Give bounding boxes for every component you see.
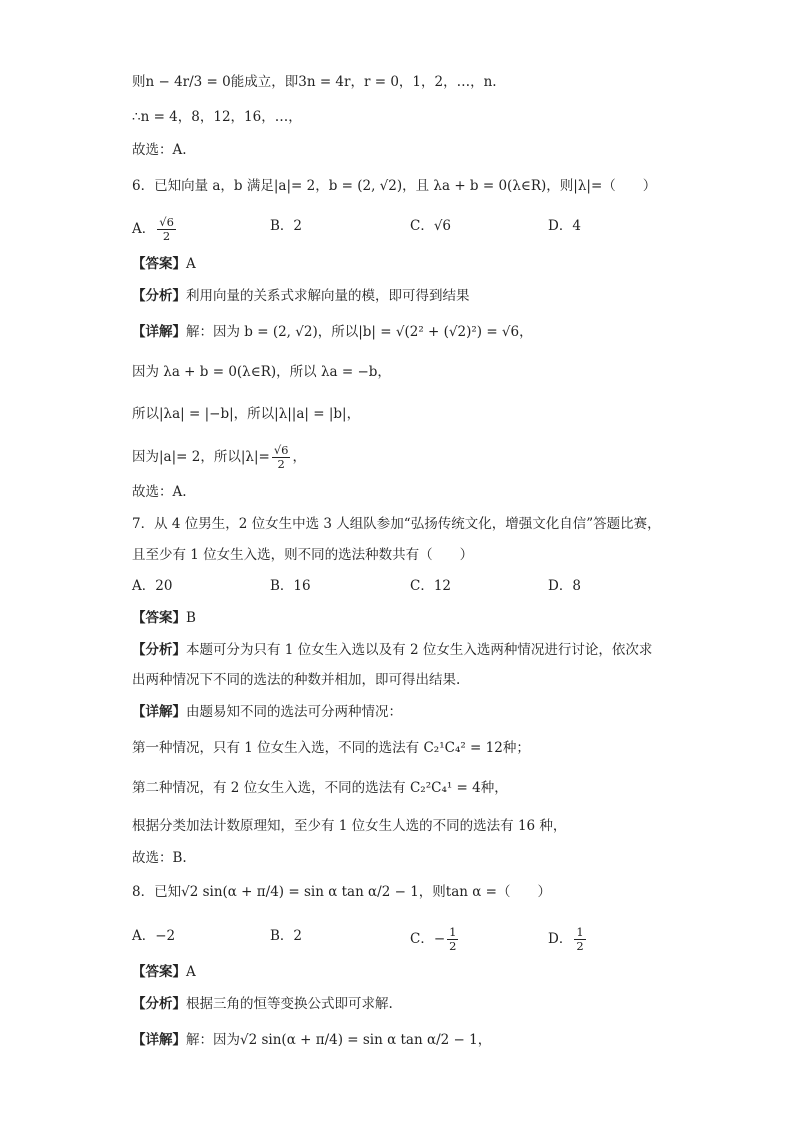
question-8: 8．已知√2 sin(α + π/4) = sin α tan α/2 − 1，则tan α =（ ）	[132, 884, 551, 900]
fraction: $\frac{1}{2}$	[576, 925, 584, 953]
q7-choice-a: A．20	[132, 578, 173, 594]
detail-line: 【详解】解：因为√2 sin(α + π/4) = sin α tan α/2 − 1，	[132, 1032, 492, 1048]
analysis-line: 【分析】本题可分为只有 1 位女生入选以及有 2 位女生入选两种情况进行讨论，依次求	[132, 642, 653, 658]
q7-choice-d: D．8	[548, 578, 581, 594]
answer-line: 【答案】B	[132, 610, 196, 626]
question-7-cont: 且至少有 1 位女生入选，则不同的选法种数共有（ ）	[132, 547, 474, 563]
q6-choice-b: B．2	[270, 218, 303, 234]
analysis-line: 出两种情况下不同的选法的种数并相加，即可得出结果.	[132, 672, 461, 688]
analysis-line: 【分析】根据三角的恒等变换公式即可求解.	[132, 996, 393, 1012]
detail-line: 【详解】解：因为 b = (2, √2)，所以|b| = √(2² + (√2)²) = √6，	[132, 324, 533, 340]
q8-choice-d: D． $\frac{1}{2}$	[548, 925, 584, 953]
text-line: 故选：A.	[132, 142, 187, 158]
detail-line: 所以|λa| = |−b|，所以|λ||a| = |b|，	[132, 406, 361, 422]
fraction: $\frac{1}{2}$	[449, 925, 457, 953]
q7-choice-b: B．16	[270, 578, 311, 594]
q7-choice-c: C．12	[410, 578, 452, 594]
fraction: $\frac{√6}{2}$	[273, 443, 289, 471]
question-6: 6．已知向量 a，b 满足|a|= 2，b = (2, √2)，且 λa + b = 0(λ∈R)，则|λ|=（ ）	[132, 178, 657, 194]
text-line: 则n − 4r/3 = 0能成立，即3n = 4r，r = 0，1，2，…，n.	[132, 74, 497, 90]
fraction: $\frac{√6}{2}$	[159, 215, 174, 243]
q8-choice-a: A．−2	[132, 928, 176, 944]
text-line: 故选：B.	[132, 850, 187, 866]
detail-line: 【详解】由题易知不同的选法可分两种情况：	[132, 704, 402, 720]
detail-line: 因为 λa + b = 0(λ∈R)，所以 λa = −b，	[132, 364, 391, 380]
q6-choice-d: D．4	[548, 218, 581, 234]
text-line: 故选：A.	[132, 484, 187, 500]
detail-line: 因为|a|= 2，所以|λ|= $\frac{√6}{2}$ ，	[132, 443, 306, 471]
detail-line: 根据分类加法计数原理知，至少有 1 位女生人选的不同的选法有 16 种，	[132, 818, 567, 834]
answer-line: 【答案】A	[132, 964, 196, 980]
detail-line: 第一种情况，只有 1 位女生入选，不同的选法有 C₂¹C₄² = 12种；	[132, 740, 530, 756]
q6-choice-c: C．√6	[410, 218, 452, 234]
question-7: 7．从 4 位男生，2 位女生中选 3 人组队参加“弘扬传统文化，增强文化自信”答题比赛，	[132, 516, 661, 532]
detail-line: 第二种情况，有 2 位女生入选，不同的选法有 C₂²C₄¹ = 4种，	[132, 780, 508, 796]
q6-choice-a: A． $\frac{√6}{2}$	[132, 215, 174, 243]
answer-line: 【答案】A	[132, 256, 196, 272]
text-line: ∴n = 4，8，12，16，…，	[132, 109, 302, 125]
analysis-line: 【分析】利用向量的关系式求解向量的模，即可得到结果	[132, 288, 470, 304]
q8-choice-b: B．2	[270, 928, 303, 944]
q8-choice-c: C．− $\frac{1}{2}$	[410, 925, 457, 953]
